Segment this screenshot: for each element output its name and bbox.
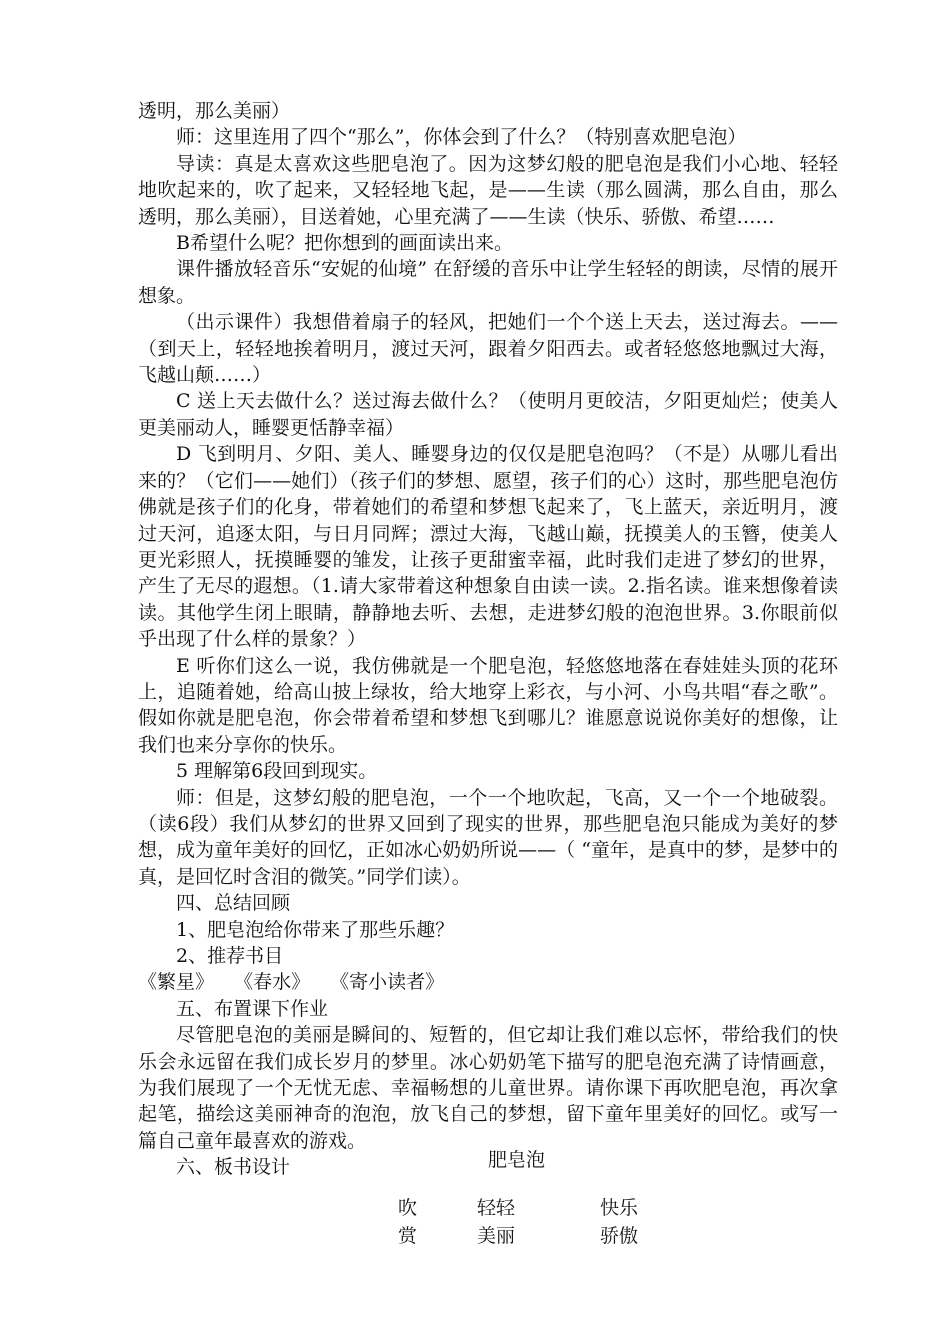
paragraph: 师：这里连用了四个“那么”，你体会到了什么？（特别喜欢肥皂泡） — [176, 126, 747, 149]
board-word: 赏 — [398, 1225, 418, 1247]
paragraph: 5 理解第6段回到现实。 — [176, 760, 378, 783]
board-word: 吹 — [398, 1197, 418, 1219]
book-title: 《繁星》 — [138, 971, 215, 994]
book-title: 《寄小读者》 — [330, 971, 445, 994]
paragraph: 透明，那么美丽） — [138, 100, 291, 122]
paragraph: B希望什么呢？把你想到的画面读出来。 — [176, 232, 513, 255]
paragraph: 课件播放轻音乐“安妮的仙境” 在舒缓的音乐中让学生轻轻的朗读，尽情的展开想象。 — [138, 258, 838, 307]
paragraph: 2、推荐书目 — [176, 945, 284, 967]
paragraph: 导读：真是太喜欢这些肥皂泡了。因为这梦幻般的肥皂泡是我们小心地、轻轻地吹起来的，吹了起来，又轻轻地飞起，是——生读（那么圆满，那么自由，那么透明，那么美丽），目送着她，心里充满了——生读（快乐、骄傲、希望…… — [138, 152, 838, 228]
board-title: 肥皂泡 — [488, 1149, 546, 1171]
book-title: 《春水》 — [234, 971, 311, 994]
book-list — [138, 969, 838, 995]
paragraph: 尽管肥皂泡的美丽是瞬间的、短暂的，但它却让我们难以忘怀，带给我们的快乐会永远留在我们成长岁月的梦里。冰心奶奶笔下描写的肥皂泡充满了诗情画意，为我们展现了一个无忧无虑、幸福畅想的儿童世界。请你课下再吹肥皂泡，再次拿起笔，描绘这美丽神奇的泡泡，放飞自己的梦想，留下童年里美好的回忆。或写一篇自己童年最喜欢的游戏。 — [138, 1024, 838, 1152]
board-column-3 — [600, 1194, 638, 1250]
board-word: 骄傲 — [600, 1225, 639, 1247]
section-heading: 五、布置课下作业 — [176, 997, 329, 1020]
section-heading: 四、总结回顾 — [176, 892, 291, 915]
paragraph: （出示课件）我想借着扇子的轻风，把她们一个个送上天去，送过海去。——（到天上，轻轻地挨着明月，渡过天河，跟着夕阳西去。或者轻悠悠地飘过大海，飞越山颠……） — [138, 311, 838, 387]
paragraph: E 听你们这么一说，我仿佛就是一个肥皂泡，轻悠悠地落在春娃娃头顶的花环上，追随着她，给高山披上绿妆，给大地穿上彩衣，与小河、小鸟共唱“春之歌”。假如你就是肥皂泡，你会带着希望和梦想飞到哪儿？谁愿意说说你美好的想像，让我们也来分享你的快乐。 — [138, 654, 838, 756]
body-text — [138, 98, 838, 1181]
board-word: 快乐 — [600, 1197, 639, 1219]
paragraph: D 飞到明月、夕阳、美人、睡婴身边的仅仅是肥皂泡吗？（不是）从哪儿看出来的？（它们——她们）（孩子们的梦想、愿望，孩子们的心）这时，那些肥皂泡仿佛就是孩子们的化身，带着她们的希望和梦想飞起来了，飞上蓝天，亲近明月，渡过天河，追逐太阳，与日月同辉；漂过大海，飞越山巅，抚摸美人的玉簪，使美人更光彩照人，抚摸睡婴的雏发，让孩子更甜蜜幸福，此时我们走进了梦幻的世界，产生了无尽的遐想。（1.请大家带着这种想象自由读一读。2.指名读。谁来想像着读读。其他学生闭上眼睛，静静地去听、去想，走进梦幻般的泡泡世界。3.你眼前似乎出现了什么样的景象？） — [138, 443, 838, 651]
paragraph: 师：但是，这梦幻般的肥皂泡，一个一个地吹起，飞高，又一个一个地破裂。（读6段）我们从梦幻的世界又回到了现实的世界，那些肥皂泡只能成为美好的梦想，成为童年美好的回忆，正如冰心奶奶所说——（ “童年，是真中的梦，是梦中的真，是回忆时含泪的微笑。”同学们读）。 — [138, 786, 838, 888]
section-heading: 六、板书设计 — [176, 1156, 291, 1179]
paragraph: C 送上天去做什么？送过海去做什么？（使明月更皎洁，夕阳更灿烂；使美人更美丽动人，睡婴更恬静幸福） — [138, 390, 838, 439]
paragraph: 1、肥皂泡给你带来了那些乐趣？ — [176, 918, 455, 941]
board-word: 轻轻 — [477, 1197, 516, 1219]
board-word: 美丽 — [477, 1225, 516, 1247]
board-column-2 — [477, 1194, 515, 1250]
board-column-1 — [398, 1194, 417, 1250]
